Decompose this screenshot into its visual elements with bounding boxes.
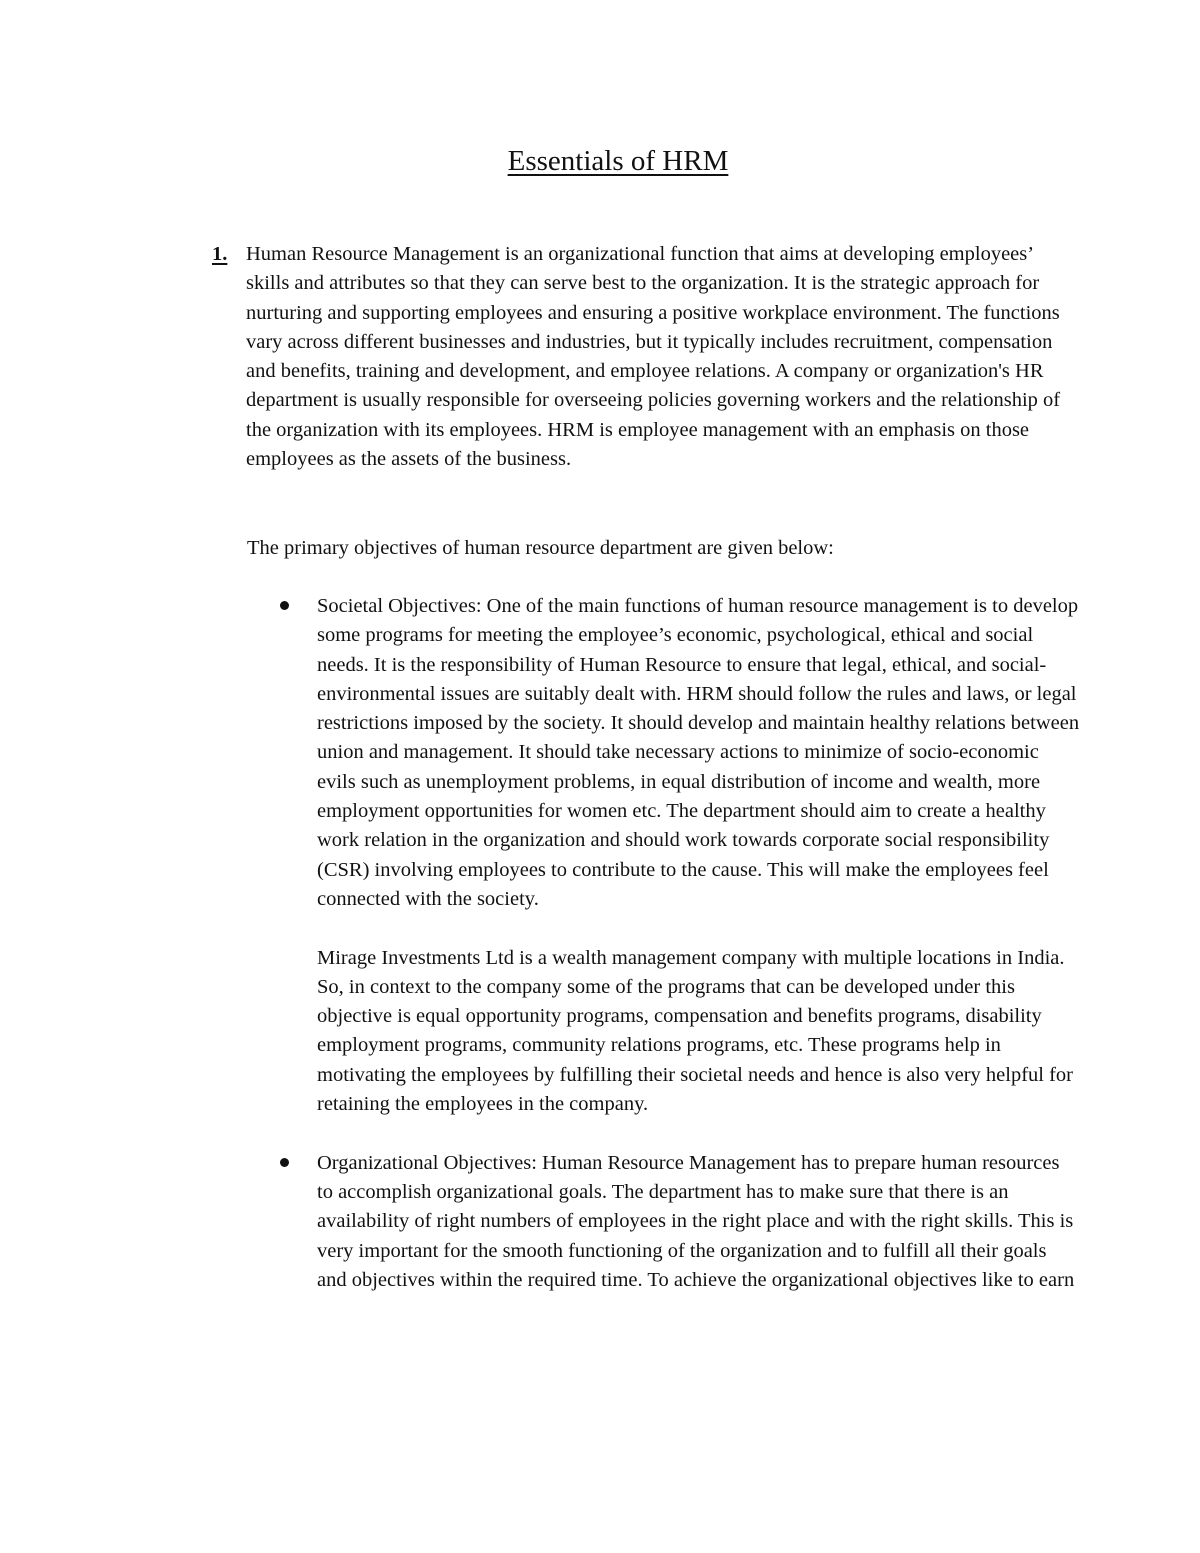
list-item-organizational-objectives — [280, 1149, 1080, 1295]
bullet-paragraph: Societal Objectives: One of the main functions of human resource management is to develop some programs for meeting the employee’s economic, psychological, ethical and social needs. It is the responsibility of Human Resource to ensure that legal, ethical, and social-environmental issues are suitably dealt with. HRM should follow the rules and laws, or legal restrictions imposed by the society. It should develop and maintain healthy relations between union and management. It should take necessary actions to minimize of socio-economic evils such as unemployment problems, in equal distribution of income and wealth, more employment opportunities for women etc. The department should aim to create a healthy work relation in the organization and should work towards corporate social responsibility (CSR) involving employees to contribute to the cause. This will make the employees feel connected with the society. — [317, 595, 1080, 910]
document-title: Essentials of HRM — [507, 145, 729, 177]
bullet-paragraph: Organizational Objectives: Human Resource Management has to prepare human resources to accomplish organizational goals. The department has to make sure that there is an availability of right numbers of employees in the right place and with the right skills. This is very important for the smooth functioning of the organization and to fulfill all their goals and objectives within the required time. To achieve the organizational objectives like to earn — [317, 1151, 1075, 1291]
bullet-follow-up-paragraph: Mirage Investments Ltd is a wealth management company with multiple locations in India. So, in context to the company some of the programs that can be developed under this objective is equal opportunity programs, compensation and benefits programs, disability employment programs, community relations programs, etc. These programs help in motivating the employees by fulfilling their societal needs and hence is also very helpful for retaining the employees in the company. — [317, 946, 1074, 1116]
item-number: 1. — [212, 243, 228, 265]
item-1-paragraph: Human Resource Management is an organizational function that aims at developing employees’ skills and attributes so that they can serve best to the organization. It is the strategic approach for nurturing and supporting employees and ensuring a positive workplace environment. The functions vary across different businesses and industries, but it typically includes recruitment, compensation and benefits, training and development, and employee relations. A company or organization's HR department is usually responsible for overseeing policies governing workers and the relationship of the organization with its employees. HRM is employee management with an emphasis on those employees as the assets of the business. — [246, 243, 1061, 471]
bullet-icon — [280, 601, 289, 610]
objectives-intro: The primary objectives of human resource department are given below: — [247, 537, 834, 559]
numbered-item-1 — [212, 240, 1072, 474]
list-item-societal-objectives — [280, 592, 1080, 1119]
bullet-icon — [280, 1158, 289, 1167]
objectives-list — [280, 592, 1080, 1295]
